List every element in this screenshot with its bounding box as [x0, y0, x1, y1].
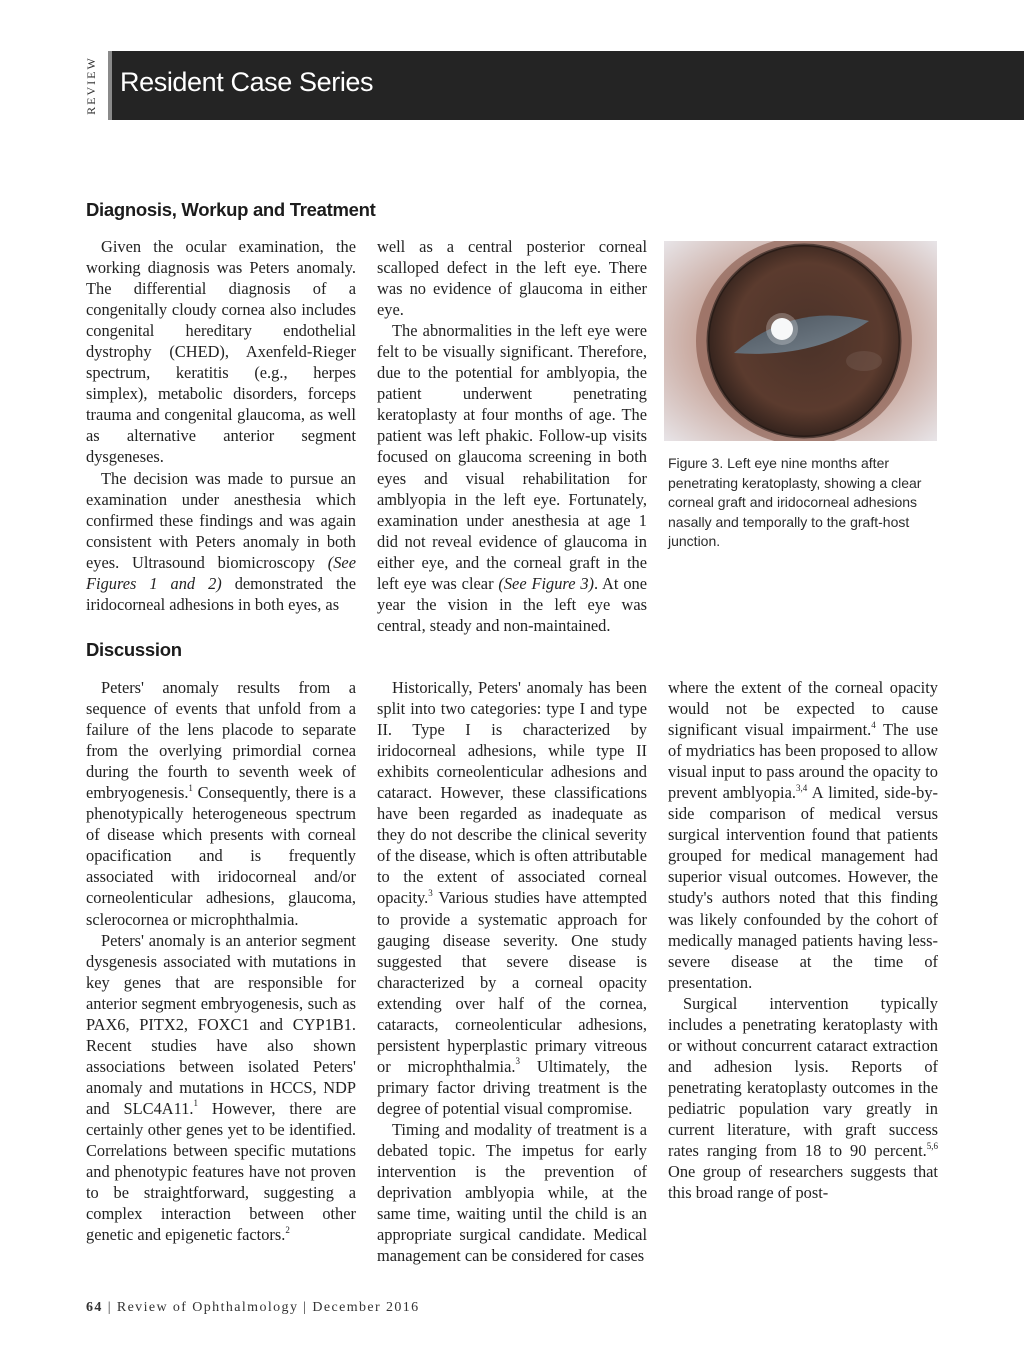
citation-2: 2: [285, 1224, 290, 1235]
figure-3-photo: [664, 241, 937, 441]
diagnosis-column-1: [86, 236, 356, 615]
figure-ref-3: (See Figure 3): [498, 573, 594, 593]
diagnosis-paragraph-1: Given the ocular examination, the working diagnosis was Peters anomaly. The differential diagnosis of a congenitally cloudy cornea also includes congenital hereditary endothelial dystrophy (CHED), Axenfeld-Rieger spectrum, keratitis (e.g., herpes simplex), metabolic disorders, forceps trauma and congenital glaucoma, as well as alternative anterior segment dysgeneses.: [86, 237, 356, 467]
figure-3-caption: Figure 3. Left eye nine months after penetrating keratoplasty, showing a clear corneal graft and iridocorneal adhesions nasally and temporally to the graft-host junction.: [668, 455, 922, 550]
citation-1: 1: [188, 782, 193, 793]
diagnosis-column-2: [377, 236, 647, 636]
section-tab: [80, 50, 102, 120]
diagnosis-paragraph-2-continued: well as a central posterior corneal scalloped defect in the left eye. There was no evidence of glaucoma in either eye.: [377, 237, 647, 320]
discussion-paragraph-4: Timing and modality of treatment is a debated topic. The impetus for early intervention is the prevention of deprivation amblyopia while, at the same time, waiting until the child is an appropriate surgical candidate. Medical management can be considered for cases: [377, 1119, 647, 1266]
journal-name: Review of Ophthalmology: [116, 1300, 299, 1315]
discussion-paragraph-3: Historically, Peters' anomaly has been split into two categories: type I and type II. Type I is characterized by iridocorneal adhesions, while type II exhibits corneolenticular adhesions and cataract. However, these classifications have been regarded as inadequate as they do not describe the clinical severity of the disease, which is often attributable to the extent of associated corneal opacity.$^3$ Various studies have attempted to provide a systematic approach for gauging disease severity. One study suggested that severe disease is characterized by a corneal opacity extending over half of the cornea, cataracts, corneolenticular adhesions, persistent hyperplastic primary vitreous or microphthalmia.$^3$ Ultimately, the primary factor driving treatment is the degree of potential visual compromise.: [377, 678, 647, 1118]
figure-ref-1-2: (See Figures 1 and 2): [86, 552, 356, 593]
discussion-heading: Discussion: [86, 639, 182, 660]
citation-3b: 3: [515, 1056, 520, 1067]
citation-5-6: 5,6: [926, 1140, 938, 1151]
issue-date: December 2016: [312, 1300, 420, 1315]
discussion-column-2: [377, 677, 647, 1266]
discussion-paragraph-1: Peters' anomaly results from a sequence of events that unfold from a failure of the lens placode to separate from the overlying primordial cornea during the fourth to seventh week of embryogenesis.$^1$ Consequently, there is a phenotypically heterogeneous spectrum of disease which presents with corneal opacification and is frequently associated with iridocorneal and/or corneolenticular adhesions, glaucoma, sclerocornea or microphthalmia.: [86, 678, 356, 929]
citation-3-4: 3,4: [795, 782, 808, 793]
header-bar: [108, 51, 1024, 120]
citation-1b: 1: [193, 1098, 199, 1109]
discussion-paragraph-2: Peters' anomaly is an anterior segment dysgenesis associated with mutations in key genes that are responsible for anterior segment embryogenesis, such as PAX6, PITX2, FOXC1 and CYP1B1. Recent studies have also shown associations between isolated Peters' anomaly and mutations in HCCS, NDP and SLC4A11.$^1$ However, there are certainly other genes yet to be identified. Correlations between specific mutations and phenotypic features have not proven to be straightforward, suggesting a complex interaction between other genetic and epigenetic factors.$^2$: [86, 930, 356, 1245]
discussion-paragraph-4-continued: where the extent of the corneal opacity would not be expected to cause significant visual impairment.$^4$ The use of mydriatics has been proposed to allow visual input to pass around the opacity to prevent amblyopia.$^{3,4}$ A limited, side-by-side comparison of medical versus surgical intervention found that patients grouped for medical management had superior visual outcomes. However, the study's authors noted that this finding was likely confounded by the cohort of medically managed patients having less-severe disease at the time of presentation.: [668, 678, 939, 992]
page-title: Resident Case Series: [120, 67, 374, 97]
discussion-column-1: [86, 677, 356, 1245]
page-number: 64: [86, 1300, 103, 1315]
citation-3: 3: [428, 888, 433, 898]
citation-4: 4: [871, 719, 876, 730]
diagnosis-paragraph-2: The decision was made to pursue an examination under anesthesia which confirmed these findings and was again consistent with Peters anomaly in both eyes. Ultrasound biomicroscopy (See Figures 1 and 2) demonstrated the iridocorneal adhesions in both eyes, as: [86, 468, 356, 614]
diagnosis-heading: Diagnosis, Workup and Treatment: [86, 199, 376, 220]
diagnosis-paragraph-3: The abnormalities in the left eye were felt to be visually significant. Therefore, due to the potential for amblyopia, the patient underwent penetrating keratoplasty at four months of age. The patient was left phakic. Follow-up visits focused on glaucoma screening in both eyes and visual rehabilitation for amblyopia in the left eye. Fortunately, examination under anesthesia at age 1 did not reveal evidence of glaucoma in either eye, and the corneal graft in the left eye was clear (See Figure 3). At one year the vision in the left eye was central, steady and non-maintained.: [377, 321, 647, 635]
section-tab-label: REVIEW: [83, 55, 98, 115]
eye-photo-illustration: [664, 241, 937, 441]
page-footer: 64 | Review of Ophthalmology | December 2016: [86, 1300, 420, 1315]
discussion-column-3: [668, 677, 938, 1203]
discussion-paragraph-5: Surgical intervention typically includes a penetrating keratoplasty with or without concurrent cataract extraction and adhesion lysis. Reports of penetrating keratoplasty outcomes in the pediatric population vary greatly in current literature, with graft success rates ranging from 18 to 90 percent.$^{5,6}$ One group of researchers suggests that this broad range of post-: [668, 993, 938, 1203]
